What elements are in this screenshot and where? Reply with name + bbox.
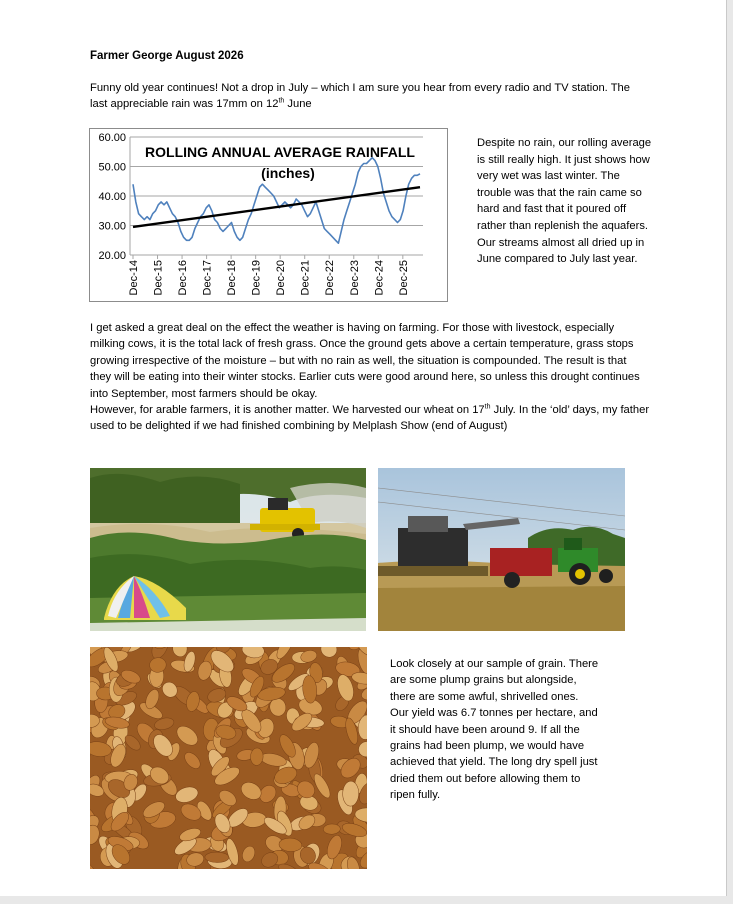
wheat-grain [342, 781, 358, 806]
x-tick-label: Dec-25 [397, 260, 410, 296]
x-tick-label: Dec-23 [348, 260, 361, 296]
x-tick-label: Dec-18 [226, 260, 239, 296]
x-tick-label: Dec-24 [373, 260, 386, 296]
y-tick-label: 40.00 [98, 191, 126, 203]
x-tick-label: Dec-19 [250, 260, 263, 296]
chart-commentary: Despite no rain, our rolling average is still really high. It just shows how very wet was last winter. The trouble was that the rain came so hard and fast that it poured off rather than replenish the aquafers. Our streams almost all dried up in June compared to July last year. [477, 137, 652, 266]
wheat-grain-sample-photo [90, 647, 367, 869]
rainfall-chart [89, 128, 448, 302]
page-right-edge [726, 0, 733, 904]
x-tick-label: Dec-20 [275, 260, 288, 296]
x-tick-label: Dec-14 [128, 260, 140, 296]
x-tick-label: Dec-16 [177, 260, 190, 296]
combine-harvester-field-photo [90, 468, 366, 631]
combine-unloading-tractor-photo [378, 468, 625, 631]
y-tick-label: 60.00 [98, 132, 126, 144]
chart-title: ROLLING ANNUAL AVERAGE RAINFALL [145, 144, 415, 160]
y-tick-label: 20.00 [98, 250, 126, 262]
chart-subtitle: (inches) [261, 165, 315, 181]
intro-paragraph: Funny old year continues! Not a drop in July – which I am sure you hear from every radio and TV station. The last appreciable rain was 17mm on 12th June [90, 82, 630, 111]
x-tick-label: Dec-21 [299, 260, 312, 296]
newsletter-title: Farmer George August 2026 [90, 50, 244, 62]
x-tick-label: Dec-17 [201, 260, 214, 296]
x-tick-label: Dec-15 [152, 260, 165, 296]
y-tick-label: 50.00 [98, 161, 126, 174]
wheat-grain [205, 852, 229, 863]
grain-commentary: Look closely at our sample of grain. There are some plump grains but alongside, there are some awful, shrivelled ones. Our yield was 6.7 tonnes per hectare, and it should have been around 9. If all the grains had been plump, we would have achieved that yield. The long dry spell just dried them out before allowing them to ripen fully. [390, 658, 599, 802]
farming-paragraph: I get asked a great deal on the effect the weather is having on farming. For those with livestock, especially milking cows, it is the total lack of fresh grass. Once the ground gets above a certain temperature, grass stops growing irrespective of the moisture – but with no rain as well, the situation is compounded. The result is that they will be eating into their winter stocks. Earlier cuts were good around here, so unless this drought continues into September, most farmers should be okay. However, for arable farmers, it is another matter. We harvested our wheat on 17th July. In the ‘old’ days, my father used to be delighted if we had finished combining by Melplash Show (end of August) [90, 322, 650, 433]
y-tick-label: 30.00 [98, 220, 126, 233]
trend-line [133, 187, 420, 227]
x-tick-label: Dec-22 [324, 260, 337, 296]
page-bottom-edge [0, 896, 727, 904]
